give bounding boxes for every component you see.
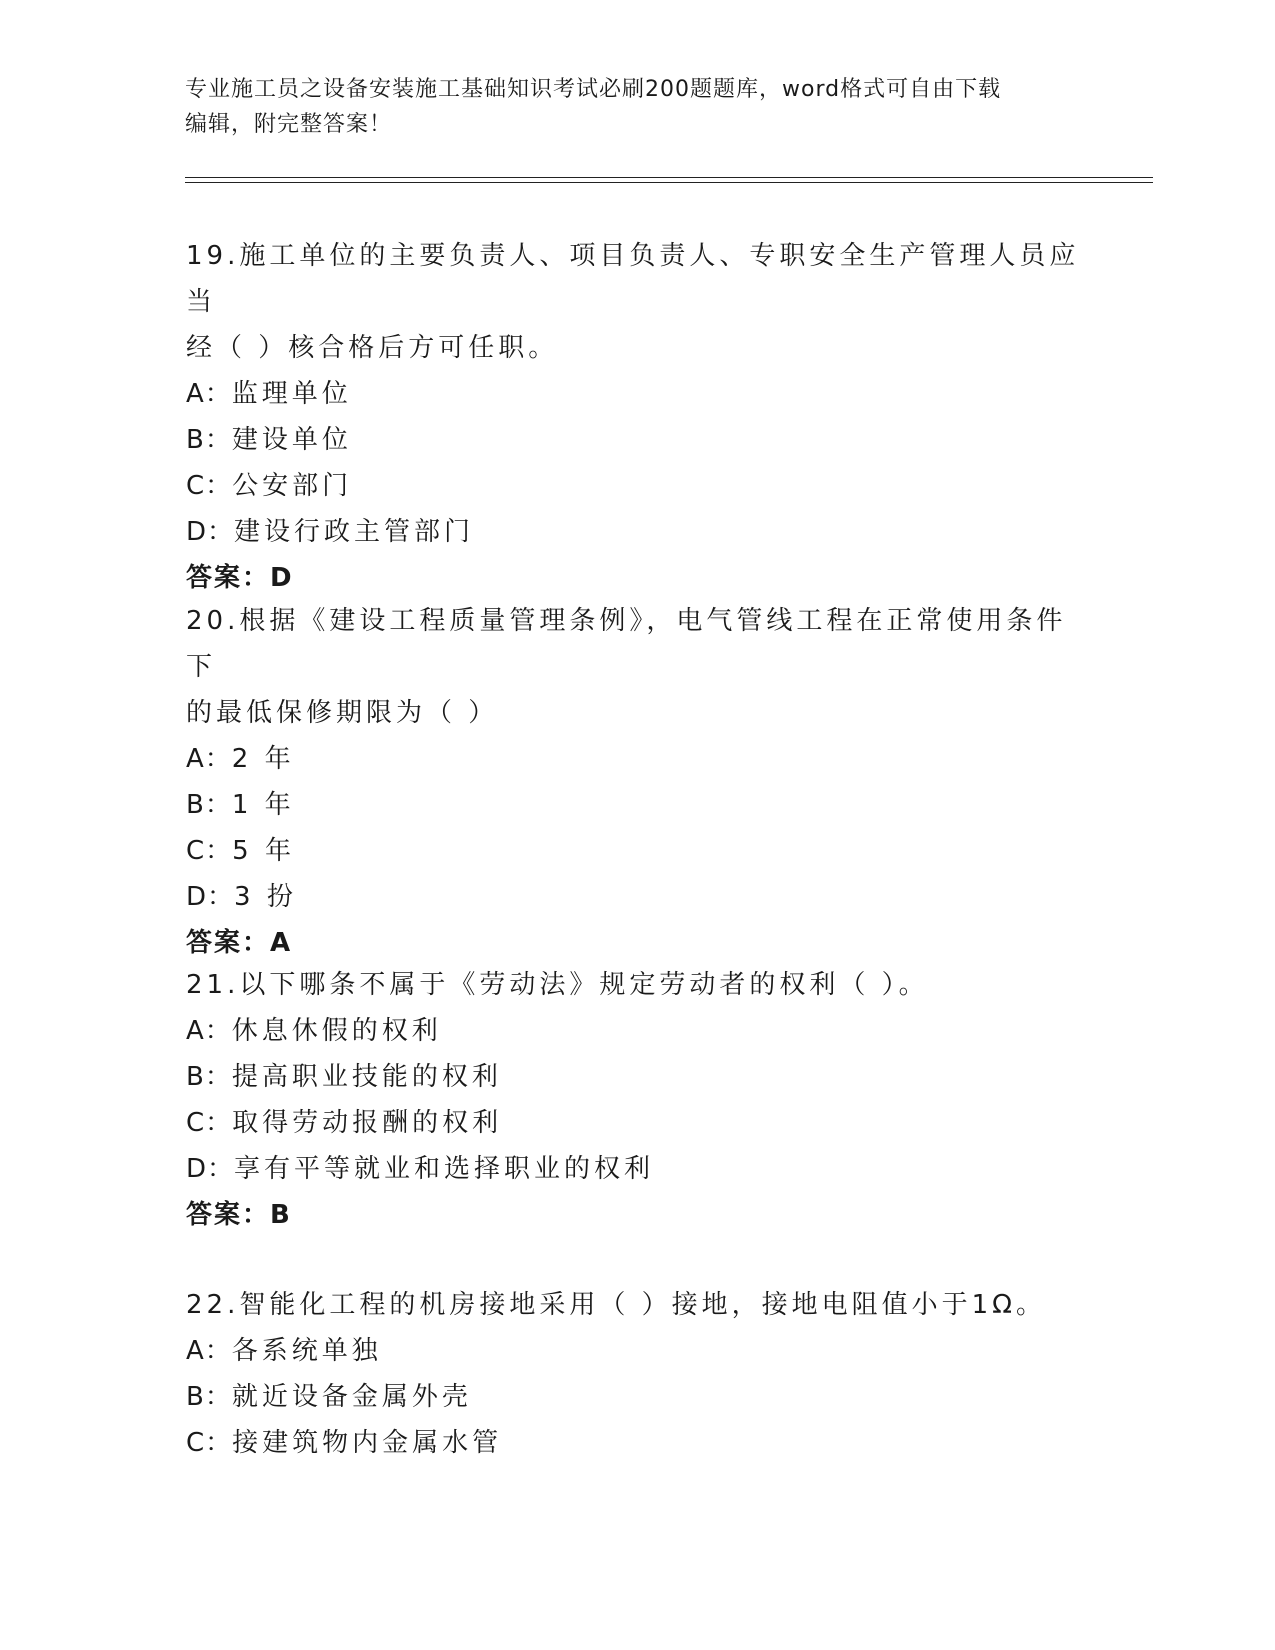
option-c (186, 1100, 1086, 1146)
header-line-2: 编辑，附完整答案！ (185, 112, 393, 137)
option-text: 5 年 (232, 836, 295, 866)
header-divider-bottom (185, 182, 1153, 183)
option-key: A： (186, 379, 232, 409)
option-b (186, 1374, 1086, 1420)
option-b (186, 782, 1086, 828)
option-key: A： (186, 1336, 232, 1366)
option-c (186, 828, 1086, 874)
header-line-1: 专业施工员之设备安装施工基础知识考试必刷200题题库，word格式可自由下载 (185, 77, 1002, 102)
option-a (186, 371, 1086, 417)
option-text: 提高职业技能的权利 (231, 1062, 502, 1092)
question-stem-line: 的最低保修期限为（ ） (186, 698, 499, 728)
question-stem-line: 19.施工单位的主要负责人、项目负责人、专职安全生产管理人员应当 (186, 241, 1080, 317)
option-a (186, 736, 1086, 782)
option-text: 建设行政主管部门 (234, 517, 475, 547)
question-stem-line: 20.根据《建设工程质量管理条例》，电气管线工程在正常使用条件下 (186, 606, 1067, 682)
option-c (186, 1420, 1086, 1466)
option-key: C： (186, 836, 233, 866)
option-text: 公安部门 (232, 471, 353, 501)
option-key: C： (186, 471, 233, 501)
option-text: 休息休假的权利 (231, 1016, 442, 1046)
answer-line: 答案：D (186, 563, 294, 593)
option-d (186, 874, 1086, 920)
question-20 (186, 598, 1086, 966)
option-key: A： (186, 744, 232, 774)
option-d (186, 509, 1086, 555)
option-key: B： (186, 1062, 232, 1092)
option-text: 就近设备金属外壳 (231, 1382, 472, 1412)
option-a (186, 1008, 1086, 1054)
option-b (186, 1054, 1086, 1100)
option-a (186, 1328, 1086, 1374)
option-c (186, 463, 1086, 509)
option-text: 享有平等就业和选择职业的权利 (234, 1154, 655, 1184)
question-stem-line: 经（ ）核合格后方可任职。 (186, 333, 559, 363)
question-stem-line: 21.以下哪条不属于《劳动法》规定劳动者的权利（ ）。 (186, 970, 929, 1000)
option-text: 1 年 (231, 790, 295, 820)
option-text: 监理单位 (231, 379, 352, 409)
option-text: 接建筑物内金属水管 (232, 1428, 503, 1458)
document-header (185, 72, 1065, 142)
option-text: 各系统单独 (231, 1336, 382, 1366)
option-key: C： (186, 1428, 233, 1458)
option-key: A： (186, 1016, 232, 1046)
answer-line: 答案：B (186, 1200, 292, 1230)
option-key: D： (186, 1154, 235, 1184)
option-key: C： (186, 1108, 233, 1138)
option-key: B： (186, 790, 232, 820)
option-b (186, 417, 1086, 463)
option-text: 2 年 (231, 744, 295, 774)
option-d (186, 1146, 1086, 1192)
option-text: 3 扮 (234, 882, 297, 912)
answer-line: 答案：A (186, 928, 293, 958)
option-key: B： (186, 1382, 232, 1412)
option-key: D： (186, 882, 235, 912)
question-22 (186, 1282, 1086, 1466)
question-21 (186, 962, 1086, 1238)
question-19 (186, 233, 1086, 601)
option-text: 取得劳动报酬的权利 (232, 1108, 503, 1138)
option-text: 建设单位 (231, 425, 352, 455)
option-key: B： (186, 425, 232, 455)
option-key: D： (186, 517, 235, 547)
header-divider-top (185, 177, 1153, 178)
question-stem-line: 22.智能化工程的机房接地采用（ ）接地，接地电阻值小于1Ω。 (186, 1290, 1047, 1320)
